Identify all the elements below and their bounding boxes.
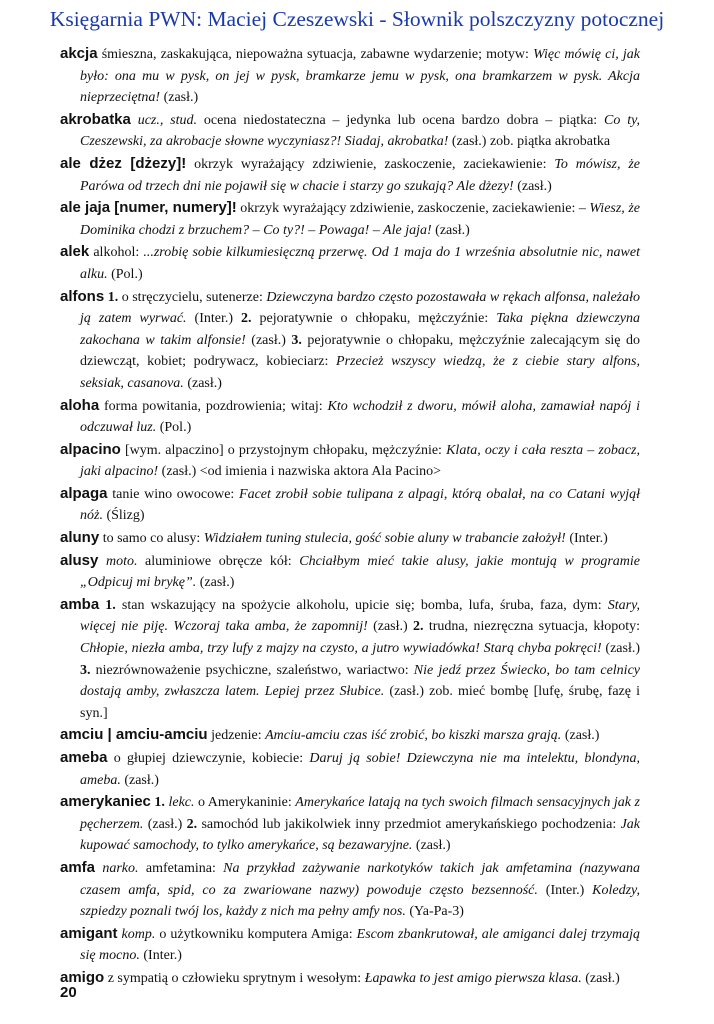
- entry-headword: aluny: [60, 529, 100, 547]
- entry-definition-text: (zasł.) zob. piątka akrobatka: [448, 134, 611, 150]
- dictionary-entry: [60, 483, 640, 527]
- entry-italic-text: moto.: [98, 553, 138, 569]
- dictionary-entry: [60, 550, 640, 594]
- page-number: 20: [60, 984, 77, 1001]
- entry-italic-text: Chciałbym mieć takie alusy, jakie montują w programie „Odpicuj mi brykę”.: [80, 553, 640, 591]
- entry-headword: ale jaja [numer, numery]!: [60, 199, 237, 217]
- dictionary-entry: [60, 923, 640, 967]
- entry-italic-text: Escom zbankrutował, ale amiganci dalej trzymają się mocno.: [80, 926, 640, 964]
- entry-italic-text: Taka piękna dziewczyna zakochana w takim alfonsie!: [80, 311, 640, 348]
- entry-definition-text: (zasł.): [143, 816, 187, 832]
- dictionary-entry: [60, 197, 640, 241]
- entry-definition-text: (Inter.): [565, 531, 608, 547]
- entry-definition-text: (zasł.): [160, 90, 199, 106]
- entry-italic-text: Co ty, Czeszewski, za akrobacje słowne wyczyniasz?! Siadaj, akrobatka!: [80, 112, 641, 150]
- entry-italic-text: Łapawka to jest amigo pierwsza klasa.: [364, 970, 582, 986]
- entry-definition-text: (Ślizg): [102, 508, 145, 524]
- entry-definition-text: pejoratywnie o chłopaku, mężczyźnie:: [251, 311, 497, 327]
- entry-headword: alpacino: [60, 440, 121, 458]
- dictionary-entries: [60, 43, 640, 990]
- entry-definition-text: (zasł.): [561, 728, 600, 744]
- entry-italic-text: Dziewczyna bardzo często pozostawała w rękach alfonsa, należało ją zatem wyrwać.: [80, 289, 641, 327]
- entry-definition-text: (zasł.): [601, 641, 641, 657]
- entry-italic-text: narko.: [95, 860, 139, 876]
- dictionary-entry: [60, 967, 640, 990]
- entry-definition-text: trudna, niezręczna sytuacja, kłopoty:: [423, 619, 640, 635]
- entry-sense-number: 1.: [99, 597, 116, 613]
- entry-definition-text: (zasł.) zob. mieć bombę [lufę, śrubę, fazę i syn.]: [80, 684, 640, 721]
- entry-definition-text: amfetamina:: [138, 860, 224, 876]
- entry-definition-text: samochód lub jakikolwiek inny przedmiot amerykańskiego pochodzenia:: [197, 816, 621, 832]
- entry-definition-text: tanie wino owocowe:: [107, 486, 240, 502]
- entry-headword: ale dżez [dżezy]!: [60, 154, 187, 172]
- dictionary-entry: [60, 286, 640, 395]
- entry-definition-text: (Inter.): [139, 948, 182, 964]
- page-header-title: Księgarnia PWN: Maciej Czeszewski - Słownik polszczyzny potocznej: [49, 7, 665, 31]
- entry-italic-text: Przecież wszyscy wiedzą, że z ciebie stary alfons, seksiak, casanova.: [80, 354, 640, 391]
- dictionary-entry: [60, 241, 640, 285]
- entry-italic-text: Kto wchodził z dworu, mówił aloha, zamawiał napój i odczuwał luz.: [80, 398, 640, 436]
- entry-definition-text: [wym. alpaczino] o przystojnym chłopaku, mężczyźnie:: [120, 442, 447, 458]
- entry-definition-text: (Inter.): [537, 882, 593, 898]
- entry-headword: akcja: [60, 45, 98, 62]
- entry-headword: amba: [60, 595, 100, 613]
- entry-definition-text: to samo co alusy:: [99, 531, 204, 547]
- entry-definition-text: o użytkowniku komputera Amiga:: [155, 926, 357, 942]
- dictionary-entry: [60, 153, 640, 197]
- entry-italic-text: Jak kupować samochody, to tylko amerykańce, są bezawaryjne.: [80, 816, 641, 854]
- entry-definition-text: alkohol:: [89, 245, 144, 261]
- entry-sense-number: 1.: [150, 795, 165, 811]
- entry-sense-number: 3.: [291, 332, 302, 348]
- entry-definition-text: forma powitania, pozdrowienia; witaj:: [99, 398, 328, 414]
- entry-headword: amerykaniec: [60, 793, 151, 811]
- entry-definition-text: stan wskazujący na spożycie alkoholu, upicie się; bomba, lufa, śruba, faza, dym:: [115, 597, 608, 613]
- entry-italic-text: Daruj ją sobie! Dziewczyna nie ma intelektu, blondyna, ameba.: [80, 751, 640, 788]
- entry-definition-text: okrzyk wyrażający zdziwienie, zaskoczenie, zaciekawienie:: [186, 156, 555, 172]
- entry-italic-text: lekc.: [164, 795, 195, 811]
- entry-sense-number: 3.: [80, 662, 91, 678]
- entry-definition-text: o głupiej dziewczynie, kobiecie:: [107, 751, 310, 766]
- entry-headword: amigo: [60, 968, 105, 986]
- entry-definition-text: (Inter.): [186, 311, 241, 327]
- entry-italic-text: Nie jedź przez Świecko, bo tam celnicy dostają amby, zwłaszcza latem. Lepiej przez Słubice.: [80, 662, 640, 700]
- dictionary-entry: [60, 594, 640, 725]
- entry-definition-text: (Ya-Pa-3): [405, 904, 464, 920]
- entry-headword: alfons: [60, 287, 105, 305]
- entry-italic-text: ...zrobię sobie kilkumiesięczną przerwę. Od 1 maja do 1 września absolutnie nic, nawet alku.: [80, 245, 640, 282]
- dictionary-entry: [60, 857, 640, 923]
- entry-italic-text: Widziałem tuning stulecia, gość sobie aluny w trabancie założył!: [203, 531, 566, 547]
- entry-definition-text: okrzyk wyrażający zdziwienie, zaskoczenie, zaciekawienie:: [236, 201, 579, 217]
- entry-definition-text: pejoratywnie o chłopaku, mężczyźnie zalecającym się do dziewcząt, kobiet; podrywacz, kobieciarz:: [80, 332, 641, 370]
- entry-definition-text: (zasł.): [183, 375, 222, 391]
- entry-italic-text: Stary, więcej nie piję. Wczoraj taka amba, że zapomnij!: [80, 597, 641, 635]
- dictionary-entry: [60, 43, 640, 109]
- entry-headword: amfa: [60, 858, 96, 876]
- entry-definition-text: aluminiowe obręcze kół:: [137, 553, 300, 569]
- entry-definition-text: (zasł.): [513, 178, 552, 194]
- entry-definition-text: jedzenie:: [207, 728, 266, 744]
- entry-headword: amciu | amciu-amciu: [60, 726, 208, 744]
- entry-sense-number: 2.: [186, 816, 198, 832]
- entry-italic-text: Klata, oczy i cała reszta – zobacz, jaki alpacino!: [80, 442, 640, 480]
- entry-italic-text: – Wiesz, że Dominika chodzi z brzuchem? – Co ty?! – Powaga! – Ale jaja!: [80, 201, 640, 238]
- entry-italic-text: Amerykańce latają na tych swoich filmach sensacyjnych jak z pęcherzem.: [80, 795, 640, 832]
- dictionary-entry: [60, 791, 640, 857]
- entry-italic-text: Facet zrobił sobie tulipana z alpagi, którą obalał, na co Catani wyjął nóż.: [80, 486, 640, 524]
- entry-italic-text: Więc mówię ci, jak było: ona mu w pysk, on jej w pysk, bramkarze jemu w pysk, ona bramkarzem w pysk. Akcja nieprzeciętna!: [80, 47, 640, 106]
- dictionary-entry: [60, 724, 640, 747]
- entry-headword: akrobatka: [60, 110, 131, 128]
- entry-definition-text: (zasł.): [120, 772, 159, 788]
- entry-headword: alusy: [60, 551, 99, 569]
- entry-definition-text: (Pol.): [107, 266, 143, 282]
- entry-headword: alek: [60, 243, 90, 261]
- entry-italic-text: To mówisz, że Parówa od trzech dni nie pojawił się w chacie i starzy go szukają? Ale dżezy!: [80, 156, 640, 194]
- entry-italic-text: komp.: [117, 926, 156, 942]
- entry-definition-text: niezrównoważenie psychiczne, szaleństwo, wariactwo:: [90, 662, 414, 678]
- entry-sense-number: 1.: [104, 289, 119, 305]
- entry-italic-text: Na przykład zażywanie narkotyków takich jak amfetamina (nazywana czasem amfa, spid, co za zwariowane nazwy) powoduje często bezsenność.: [80, 860, 640, 898]
- entry-headword: aloha: [60, 396, 100, 414]
- entry-italic-text: ucz., stud.: [130, 112, 198, 128]
- entry-italic-text: Chłopie, niezła amba, trzy lufy z majzy na czysto, a jutro wywiadówka! Starą chyba pokręci!: [80, 641, 602, 657]
- entry-definition-text: (Pol.): [156, 420, 192, 436]
- dictionary-entry: [60, 439, 640, 483]
- entry-definition-text: o stręczycielu, sutenerze:: [118, 289, 267, 305]
- entry-italic-text: Koledzy, szpiedzy poznali twój los, każdy z nich ma pełny amfy nos.: [80, 882, 641, 920]
- entry-sense-number: 2.: [241, 311, 252, 327]
- dictionary-entry: [60, 747, 640, 791]
- entry-definition-text: ocena niedostateczna – jedynka lub ocena bardzo dobra – piątka:: [197, 112, 605, 128]
- entry-definition-text: o Amerykaninie:: [194, 795, 296, 811]
- entry-definition-text: śmieszna, zaskakująca, niepoważna sytuacja, zabawne wydarzenie; motyw:: [97, 47, 534, 62]
- entry-headword: ameba: [60, 749, 108, 766]
- entry-definition-text: (zasł.): [431, 222, 470, 238]
- entry-definition-text: z sympatią o człowieku sprytnym i wesołym:: [104, 970, 365, 986]
- entry-headword: alpaga: [60, 484, 108, 502]
- entry-definition-text: (zasł.) <od imienia i nazwiska aktora Ala Pacino>: [158, 464, 442, 480]
- entry-definition-text: (zasł.): [245, 332, 292, 348]
- entry-italic-text: Amciu-amciu czas iść zrobić, bo kiszki marsza grają.: [265, 728, 562, 744]
- dictionary-entry: [60, 395, 640, 439]
- entry-sense-number: 2.: [413, 619, 424, 635]
- entry-definition-text: (zasł.): [581, 970, 620, 986]
- entry-definition-text: (zasł.): [412, 838, 451, 854]
- dictionary-entry: [60, 109, 640, 153]
- entry-definition-text: (zasł.): [367, 619, 414, 635]
- entry-definition-text: (zasł.): [196, 575, 235, 591]
- entry-headword: amigant: [60, 924, 118, 942]
- dictionary-entry: [60, 527, 640, 550]
